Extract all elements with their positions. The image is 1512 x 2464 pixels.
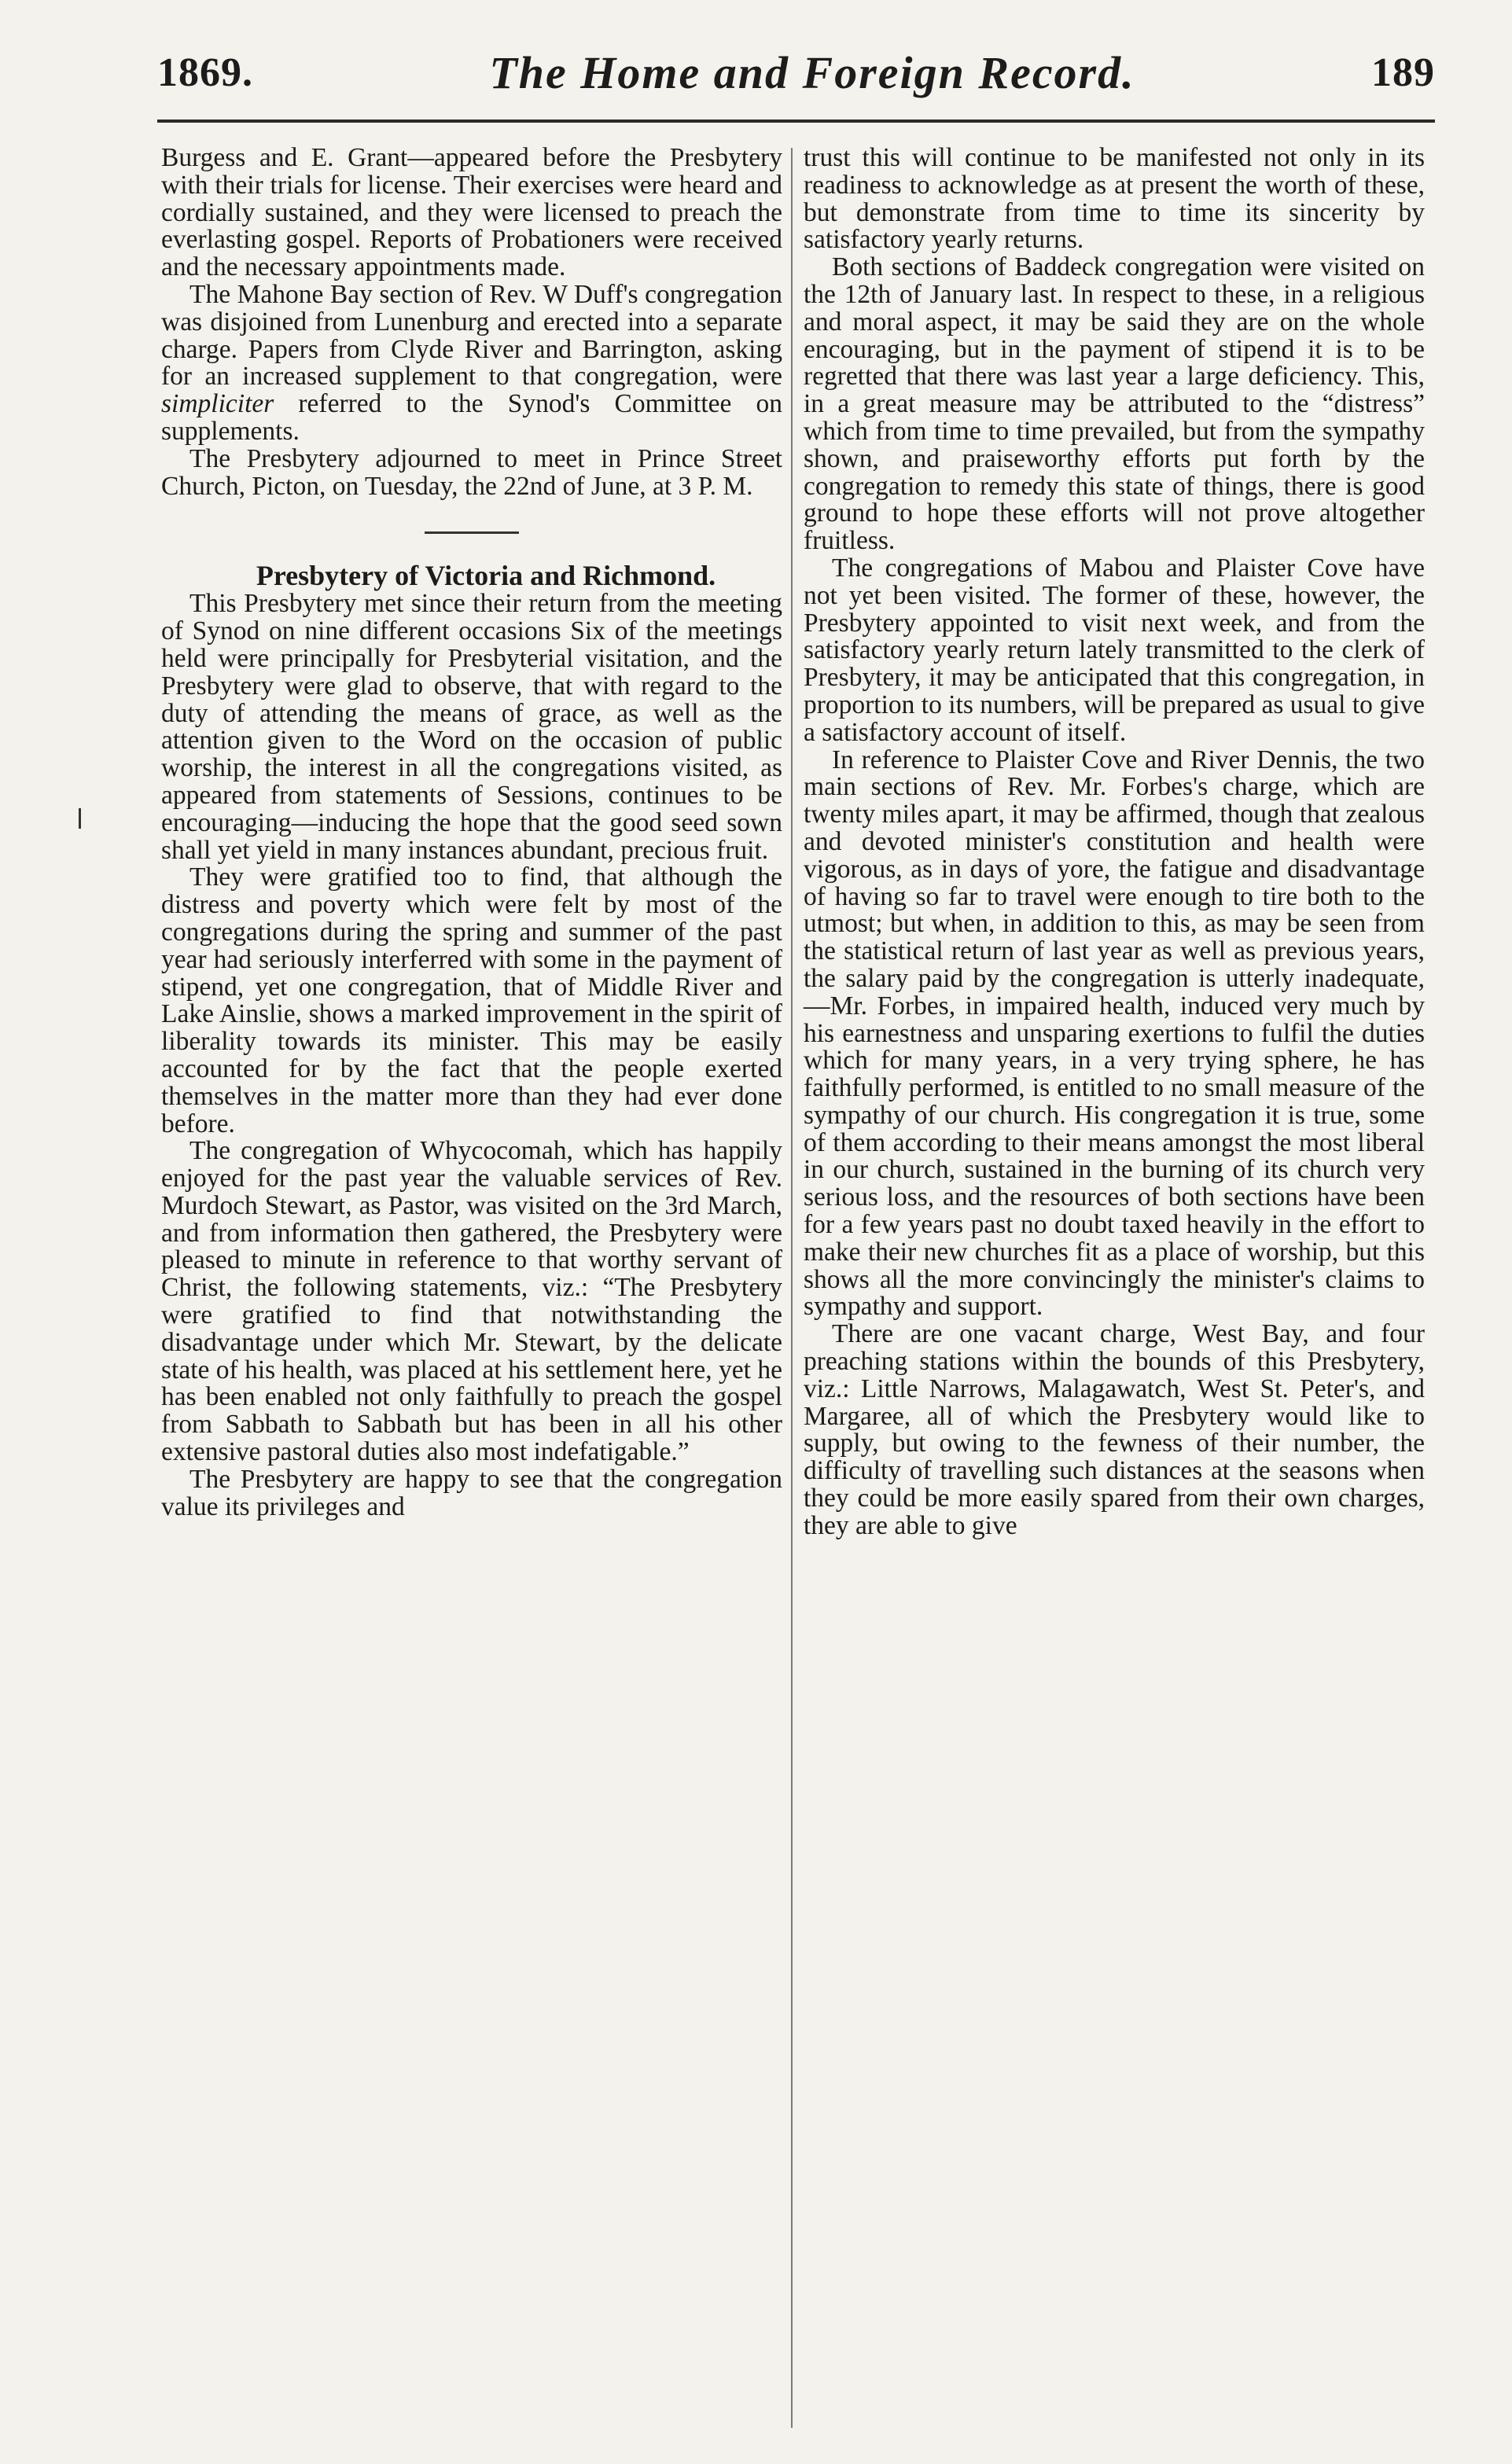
right-paragraph-1: trust this will continue to be manifested not only in its readiness to acknowledge as at present the worth of these, but demonstrate from time to time its sincerity by satisfactory yearly returns. — [804, 143, 1425, 255]
left-paragraph-2-start: The Mahone Bay section of Rev. W Duff's congregation was disjoined from Lunenburg and erected into a separate charge. Papers from Clyde River and Barrington, asking for an increased supplement to that congregation, were — [161, 279, 782, 392]
margin-mark — [79, 808, 81, 829]
right-column — [804, 145, 1425, 1540]
header-title: The Home and Foreign Record. — [489, 46, 1135, 98]
left-paragraph-2-end: referred to the Synod's Committee on supplements. — [161, 389, 782, 446]
left-paragraph-1: Burgess and E. Grant—appeared before the Presbytery with their trials for license. Their exercises were heard and cordially sustained, and they were licensed to preach the everlasting gospel. Reports of Probationers were received and the necessary appointments made. — [161, 143, 782, 282]
italic-word: simpliciter — [161, 389, 274, 419]
header-year: 1869. — [157, 50, 253, 95]
right-paragraph-5: There are one vacant charge, West Bay, and four preaching stations within the bounds of this Presbytery, viz.: Little Narrows, Malagawatch, West St. Peter's, and Margaree, all of which the Presbytery would like to supply, but owing to the fewness of their number, the difficulty of travelling such distances at the seasons when they could be more easily spared from their own charges, they are able to give — [804, 1319, 1425, 1540]
left-paragraph-2 — [161, 281, 782, 446]
right-paragraph-4: In reference to Plaister Cove and River Dennis, the two main sections of Rev. Mr. Forbes's charge, which are twenty miles apart, it may be affirmed, though that zealous and devoted minister's constitution and health were vigorous, as in days of yore, the fatigue and disadvantage of having so far to travel were enough to tire both to the utmost; but when, in addition to this, as may be seen from the statistical return of last year as well as previous years, the salary paid by the congregation is utterly inadequate,—Mr. Forbes, in impaired health, induced very much by his earnestness and unsparing exertions to fulfil the duties which for many years, in a very trying sphere, he has faithfully performed, is entitled to no small measure of the sympathy of our church. His congregation it is true, some of them according to their means amongst the most liberal in our church, sustained in the burning of its church very serious loss, and the resources of both sections have been for a few years past no doubt taxed heavily in the effort to make their new churches fit as a place of worship, but this shows all the more convincingly the minister's claims to sympathy and support. — [804, 745, 1425, 1322]
right-paragraph-3: The congregations of Mabou and Plaister Cove have not yet been visited. The former of these, however, the Presbytery appointed to visit next week, and from the satisfactory yearly return lately transmitted to the clerk of Presbytery, it may be anticipated that this congregation, in proportion to its numbers, will be prepared as usual to give a satisfactory account of itself. — [804, 553, 1425, 747]
column-divider — [791, 148, 793, 2428]
header-page-number: 189 — [1371, 50, 1435, 95]
section-heading: Presbytery of Victoria and Richmond. — [256, 560, 716, 592]
section-divider — [425, 531, 519, 534]
left-paragraph-7: The Presbytery are happy to see that the congregation value its privileges and — [161, 1464, 782, 1521]
left-paragraph-3: The Presbytery adjourned to meet in Prince Street Church, Picton, on Tuesday, the 22nd of June, at 3 P. M. — [161, 443, 782, 501]
left-paragraph-5: They were gratified too to find, that although the distress and poverty which were felt by most of the congregations during the spring and summer of the past year had seriously interferred with some in the payment of stipend, yet one congregation, that of Middle River and Lake Ainslie, shows a marked improvement in the spirit of liberality towards its minister. This may be easily accounted for by the fact that the people exerted themselves in the matter more than they had ever done before. — [161, 862, 782, 1138]
header-rule — [157, 120, 1435, 123]
left-paragraph-6: The congregation of Whycocomah, which has happily enjoyed for the past year the valuable services of Rev. Murdoch Stewart, as Pastor, was visited on the 3rd March, and from information then gathered, the Presbytery were pleased to minute in reference to that worthy servant of Christ, the following statements, viz.: “The Presbytery were gratified to find that notwithstanding the disadvantage under which Mr. Stewart, by the delicate state of his health, was placed at his settlement here, yet he has been enabled not only faithfully to preach the gospel from Sabbath to Sabbath but has been in all his other extensive pastoral duties also most indefatigable.” — [161, 1136, 782, 1467]
page-header — [157, 41, 1435, 104]
right-paragraph-2: Both sections of Baddeck congregation were visited on the 12th of January last. In respect to these, in a religious and moral aspect, it may be said they are on the whole encouraging, but in the payment of stipend it is to be regretted that there was last year a large deficiency. This, in a great measure may be attributed to the “distress” which from time to time prevailed, but from the sympathy shown, and praiseworthy efforts put forth by the congregation to remedy this state of things, there is good ground to hope these efforts will not prove altogether fruitless. — [804, 252, 1425, 556]
left-column — [161, 145, 782, 1521]
left-paragraph-4: This Presbytery met since their return from the meeting of Synod on nine different occasions Six of the meetings held were principally for Presbyterial visitation, and the Presbytery were glad to observe, that with regard to the duty of attending the means of grace, as well as the attention given to the Word on the occasion of public worship, the interest in all the congregations visited, as appeared from statements of Sessions, continues to be encouraging—inducing the hope that the good seed sown shall yet yield in many instances abundant, precious fruit. — [161, 589, 782, 865]
